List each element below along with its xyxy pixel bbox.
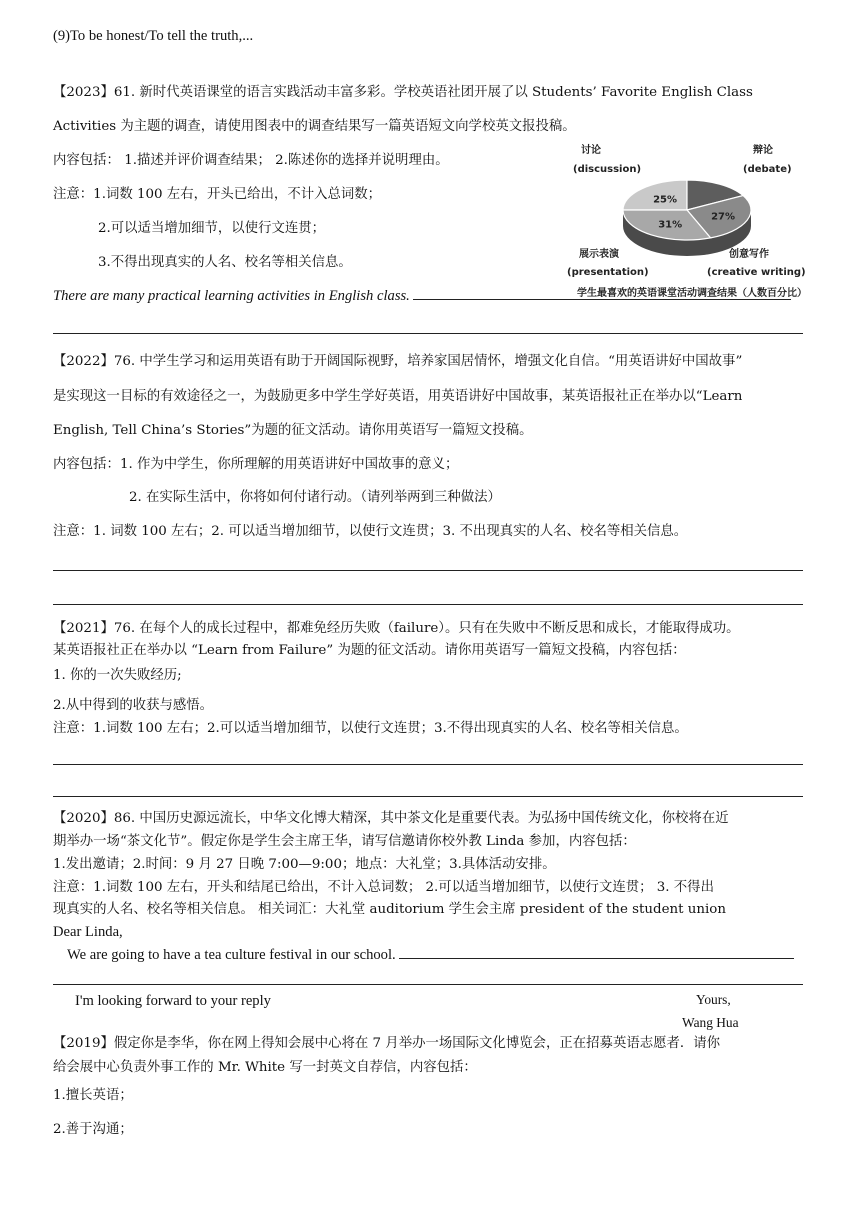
chart-caption: 学生最喜欢的英语课堂活动调查结果（人数百分比） [577, 288, 807, 299]
label-debate-cn: 辩论 [753, 145, 773, 156]
question-2021-title: 【2021】76. 在每个人的成长过程中，都难免经历失败（failure）。只有在失败中不断反思和成长，才能取得成功。 [53, 621, 740, 636]
question-2020-items: 1.发出邀请；2.时间：9 月 27 日晚 7:00—9:00；地点：大礼堂；3.具体活动安排。 [53, 857, 556, 872]
label-discussion-en: (discussion) [573, 164, 642, 175]
letter-opening [67, 946, 794, 964]
question-2021-item-2: 2.从中得到的收获与感悟。 [53, 698, 214, 713]
answer-line[interactable] [53, 570, 803, 571]
pie-chart [563, 140, 811, 302]
question-2020-note-1: 注意：1.词数 100 左右，开头和结尾已给出，不计入总词数； 2.可以适当增加细节，以使行文连贯； 3. 不得出 [53, 880, 714, 895]
question-2021-note: 注意：1.词数 100 左右；2.可以适当增加细节，以使行文连贯；3.不得出现真实的人名、校名等相关信息。 [53, 721, 688, 736]
label-creative-en: (creative writing) [707, 267, 806, 278]
letter-signature: Wang Hua [682, 1015, 739, 1030]
question-2022-content-1: 内容包括：1. 作为中学生，你所理解的用英语讲好中国故事的意义； [53, 457, 459, 472]
letter-greeting: Dear Linda, [53, 924, 123, 940]
question-2023-note-1: 注意：1.词数 100 左右，开头已给出，不计入总词数； [53, 187, 382, 202]
value-label-discussion: 25% [653, 194, 678, 206]
question-2019-body: 给会展中心负责外事工作的 Mr. White 写一封英文自荐信，内容包括： [53, 1060, 477, 1075]
pie-slices [623, 180, 751, 240]
question-2019-item-1: 1.擅长英语； [53, 1088, 133, 1103]
letter-opening-text: We are going to have a tea culture festival in our school. [67, 947, 396, 963]
label-creative-cn: 创意写作 [729, 249, 769, 260]
answer-line[interactable] [53, 796, 803, 797]
letter-closing: I'm looking forward to your reply [75, 993, 271, 1009]
question-2019-title: 【2019】假定你是李华，你在网上得知会展中心将在 7 月举办一场国际文化博览会，正在招募英语志愿者．请你 [53, 1036, 721, 1051]
essay-opening-text: There are many practical learning activities in English class. [53, 288, 410, 304]
value-label-presentation: 31% [658, 219, 683, 231]
question-2023-title: 【2023】61. 新时代英语课堂的语言实践活动丰富多彩。学校英语社团开展了以 Students’ Favorite English Class [53, 85, 753, 100]
question-2023-note-2: 2.可以适当增加细节，以使行文连贯； [98, 221, 326, 236]
question-2021-body: 某英语报社正在举办以 “Learn from Failure” 为题的征文活动。请你用英语写一篇短文投稿，内容包括： [53, 643, 686, 658]
question-2020-body: 期举办一场“茶文化节”。假定你是学生会主席王华，请写信邀请你校外教 Linda 参加，内容包括： [53, 834, 636, 849]
question-2023-content: 内容包括： 1.描述并评价调查结果； 2.陈述你的选择并说明理由。 [53, 153, 449, 168]
answer-line[interactable] [53, 984, 803, 985]
label-presentation-en: (presentation) [567, 267, 649, 278]
question-2022-body-2: English, Tell China’s Stories”为题的征文活动。请你用英语写一篇短文投稿。 [53, 423, 533, 438]
question-2020-title: 【2020】86. 中国历史源远流长，中华文化博大精深，其中茶文化是重要代表。为弘扬中国传统文化，你校将在近 [53, 811, 729, 826]
question-2022-title: 【2022】76. 中学生学习和运用英语有助于开阔国际视野，培养家国居情怀，增强文化自信。“用英语讲好中国故事” [53, 354, 743, 369]
phrase-line: (9)To be honest/To tell the truth,... [53, 28, 254, 44]
answer-line[interactable] [53, 764, 803, 765]
question-2023-note-3: 3.不得出现真实的人名、校名等相关信息。 [98, 255, 352, 270]
answer-line[interactable] [53, 604, 803, 605]
answer-line[interactable] [53, 333, 803, 334]
question-2022-content-2: 2. 在实际生活中，你将如何付诸行动。（请列举两到三种做法） [129, 490, 501, 505]
question-2021-item-1: 1. 你的一次失败经历; [53, 668, 182, 683]
answer-blank[interactable] [399, 957, 794, 959]
letter-signoff: Yours, [696, 992, 731, 1007]
label-debate-en: (debate) [743, 164, 792, 175]
question-2022-note: 注意：1. 词数 100 左右；2. 可以适当增加细节，以使行文连贯；3. 不出现真实的人名、校名等相关信息。 [53, 524, 688, 539]
question-2023-body: Activities 为主题的调查，请使用图表中的调查结果写一篇英语短文向学校英文报投稿。 [53, 119, 576, 134]
label-discussion-cn: 讨论 [581, 145, 601, 156]
value-label-creative-writing: 27% [711, 211, 736, 223]
label-presentation-cn: 展示表演 [579, 249, 619, 260]
question-2019-item-2: 2.善于沟通； [53, 1122, 133, 1137]
question-2020-note-2: 现真实的人名、校名等相关信息。 相关词汇：大礼堂 auditorium 学生会主席 president of the student union [53, 902, 726, 917]
question-2022-body-1: 是实现这一目标的有效途径之一，为鼓励更多中学生学好英语，用英语讲好中国故事，某英语报社正在举办以“Learn [53, 389, 743, 404]
